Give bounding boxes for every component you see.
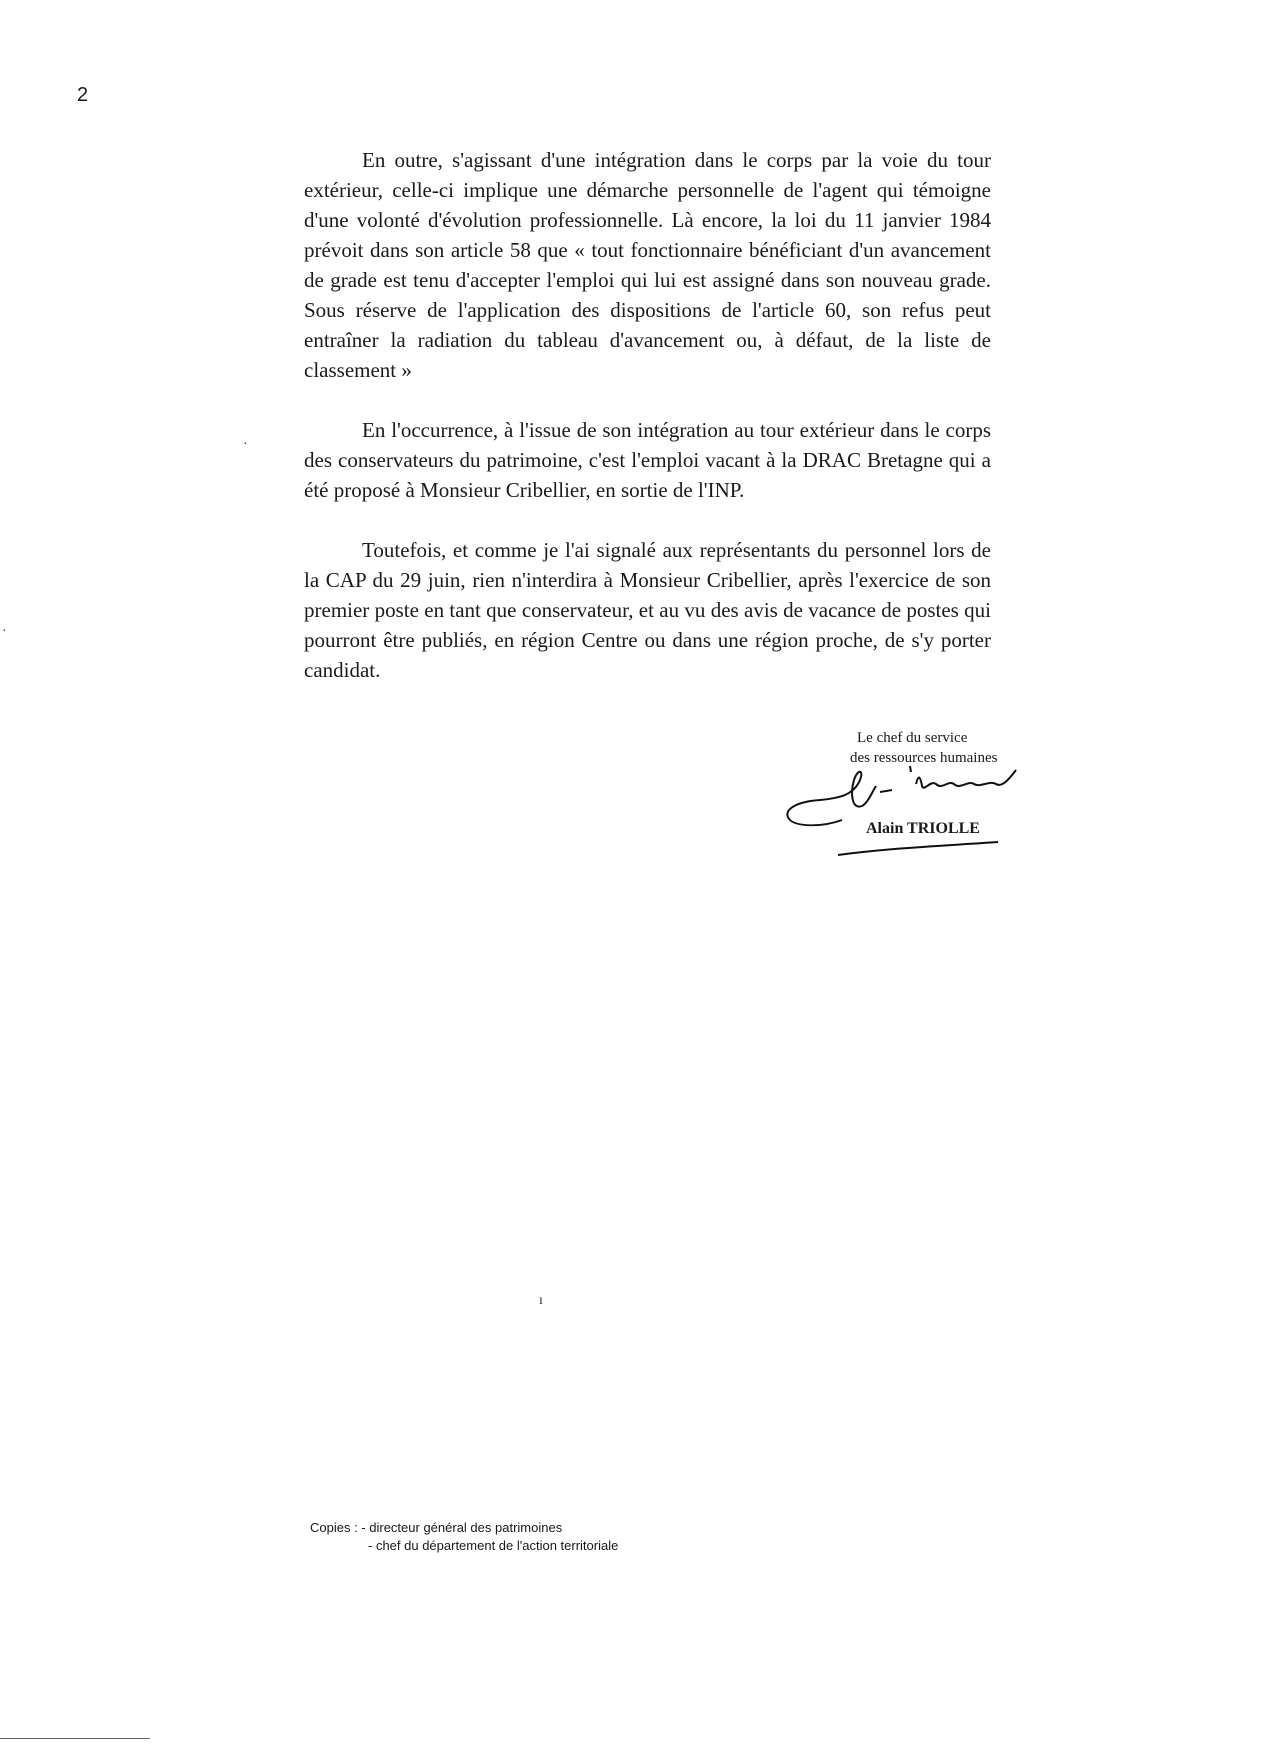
copies-line-2 — [310, 1537, 618, 1555]
page-number: 2 — [77, 84, 89, 106]
copies-recipient-2: - chef du département de l'action territoriale — [368, 1538, 619, 1553]
scan-speck: ı — [539, 1293, 543, 1308]
paragraph-occurrence: En l'occurrence, à l'issue de son intégration au tour extérieur dans le corps des conservateurs du patrimoine, c'est l'emploi vacant à la DRAC Bretagne qui a été proposé à Monsieur Cribellier, en sortie de l'INP. — [304, 418, 991, 502]
copies-recipient-1: - directeur général des patrimoines — [361, 1520, 563, 1535]
footer-rule — [0, 1738, 150, 1739]
signature-block — [780, 728, 1080, 878]
handwritten-signature — [780, 728, 1080, 878]
signatory-title-line2: des ressources humaines — [850, 750, 998, 766]
copies-line-1 — [310, 1519, 618, 1537]
signatory-title-line1: Le chef du service — [857, 730, 968, 746]
scan-speck: · — [243, 437, 248, 452]
paragraph-integration: En outre, s'agissant d'une intégration dans le corps par la voie du tour extérieur, celle-ci implique une démarche personnelle de l'agent qui témoigne d'une volonté d'évolution professionnelle. Là encore, la loi du 11 janvier 1984 prévoit dans son article 58 que « tout fonctionnaire bénéficiant d'un avancement de grade est tenu d'accepter l'emploi qui lui est assigné dans son nouveau grade. Sous réserve de l'application des dispositions de l'article 60, son refus peut entraîner la radiation du tableau d'avancement ou, à défaut, de la liste de classement » — [304, 148, 991, 382]
paragraph-toutefois: Toutefois, et comme je l'ai signalé aux représentants du personnel lors de la CAP du 29 juin, rien n'interdira à Monsieur Cribellier, après l'exercice de son premier poste en tant que conservateur, et au vu des avis de vacance de postes qui pourront être publiés, en région Centre ou dans une région proche, de s'y porter candidat. — [304, 538, 991, 682]
scan-speck: · — [2, 624, 7, 639]
copies-label: Copies : — [310, 1520, 362, 1535]
signatory-name: Alain TRIOLLE — [866, 820, 980, 837]
copies-block — [310, 1519, 618, 1555]
letter-body — [304, 145, 991, 715]
